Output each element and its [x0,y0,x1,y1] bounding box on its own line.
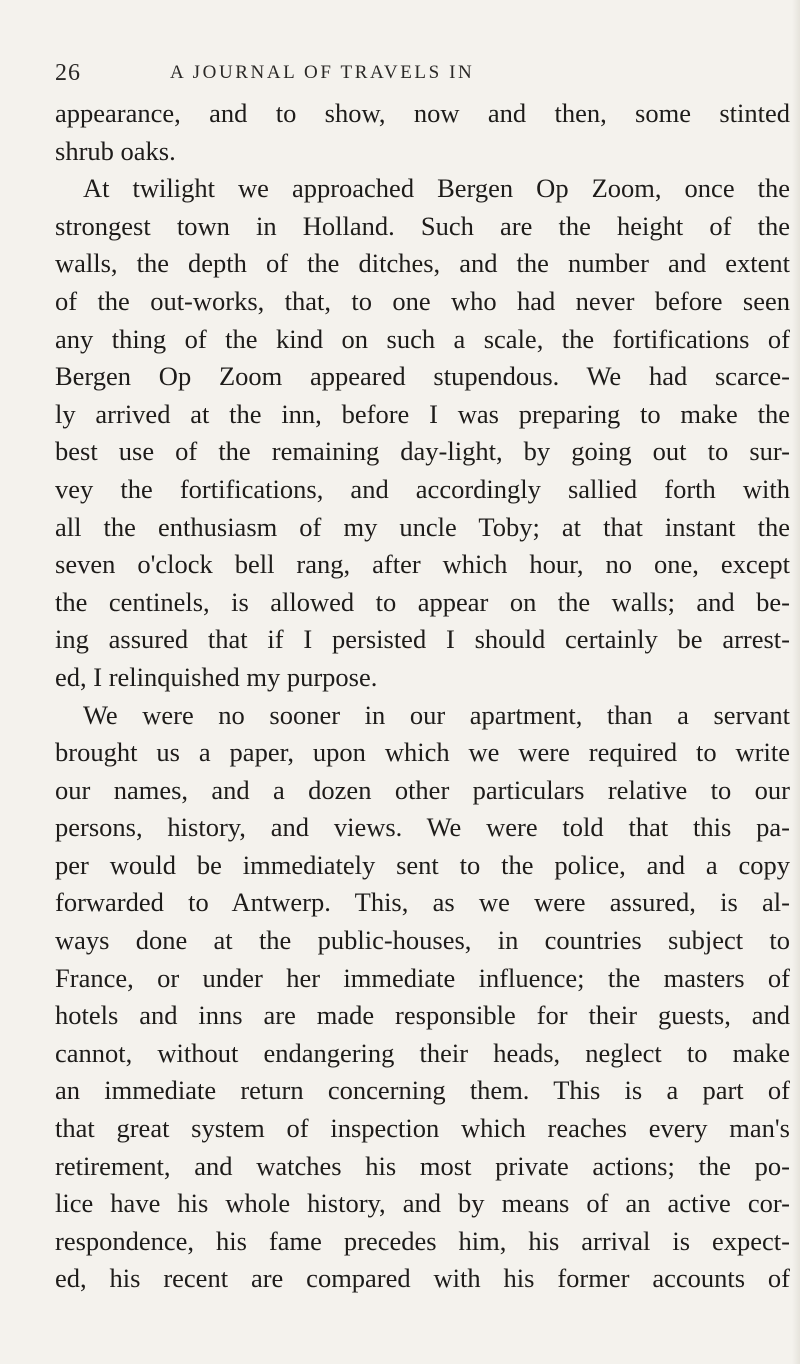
paragraph-first-line: We were no sooner in our apartment, than a servant [83,699,790,730]
text-line: lice have his whole history, and by means of an active cor- [55,1188,790,1219]
text-line: France, or under her immediate influence; the masters of [55,962,790,993]
body-text [55,95,790,1298]
text-line: retirement, and watches his most private actions; the po- [55,1150,790,1181]
text-line: the centinels, is allowed to appear on the walls; and be- [55,586,790,617]
text-line: of the out-works, that, to one who had never before seen [55,285,790,316]
text-line: per would be immediately sent to the police, and a copy [55,849,790,880]
text-line: respondence, his fame precedes him, his arrival is expect- [55,1225,790,1256]
text-line: brought us a paper, upon which we were required to write [55,737,790,768]
text-line: forwarded to Antwerp. This, as we were assured, is al- [55,887,790,918]
text-line: appearance, and to show, now and then, some stinted [55,98,790,128]
text-line: our names, and a dozen other particulars relative to our [55,774,790,805]
text-line: strongest town in Holland. Such are the height of the [55,210,790,241]
running-head: A JOURNAL OF TRAVELS IN [170,62,475,83]
text-line: ly arrived at the inn, before I was preparing to make the [55,398,790,429]
text-line: hotels and inns are made responsible for their guests, and [55,1000,790,1031]
text-line: best use of the remaining day-light, by going out to sur- [55,436,790,467]
text-line: persons, history, and views. We were told that this pa- [55,812,790,843]
text-line: cannot, without endangering their heads, neglect to make [55,1037,790,1068]
text-line: vey the fortifications, and accordingly sallied forth with [55,473,790,504]
text-line: ways done at the public-houses, in countries subject to [55,925,790,956]
text-line: Bergen Op Zoom appeared stupendous. We had scarce- [55,361,790,392]
text-line: shrub oaks. [55,135,176,166]
page-number: 26 [55,60,81,86]
text-line: an immediate return concerning them. This is a part of [55,1075,790,1106]
paragraph-first-line: At twilight we approached Bergen Op Zoom, once the [83,173,790,204]
text-line: seven o'clock bell rang, after which hour, no one, except [55,549,790,580]
text-line: ed, I relinquished my purpose. [55,661,378,692]
text-line: walls, the depth of the ditches, and the number and extent [55,248,790,279]
page-header [55,60,755,90]
text-line: ed, his recent are compared with his former accounts of [55,1263,790,1294]
text-line: any thing of the kind on such a scale, the fortifications of [55,323,790,354]
text-line: that great system of inspection which reaches every man's [55,1113,790,1144]
text-line: ing assured that if I persisted I should certainly be arrest- [55,624,790,655]
text-line: all the enthusiasm of my uncle Toby; at that instant the [55,511,790,542]
page-edge-shadow [792,0,800,1364]
